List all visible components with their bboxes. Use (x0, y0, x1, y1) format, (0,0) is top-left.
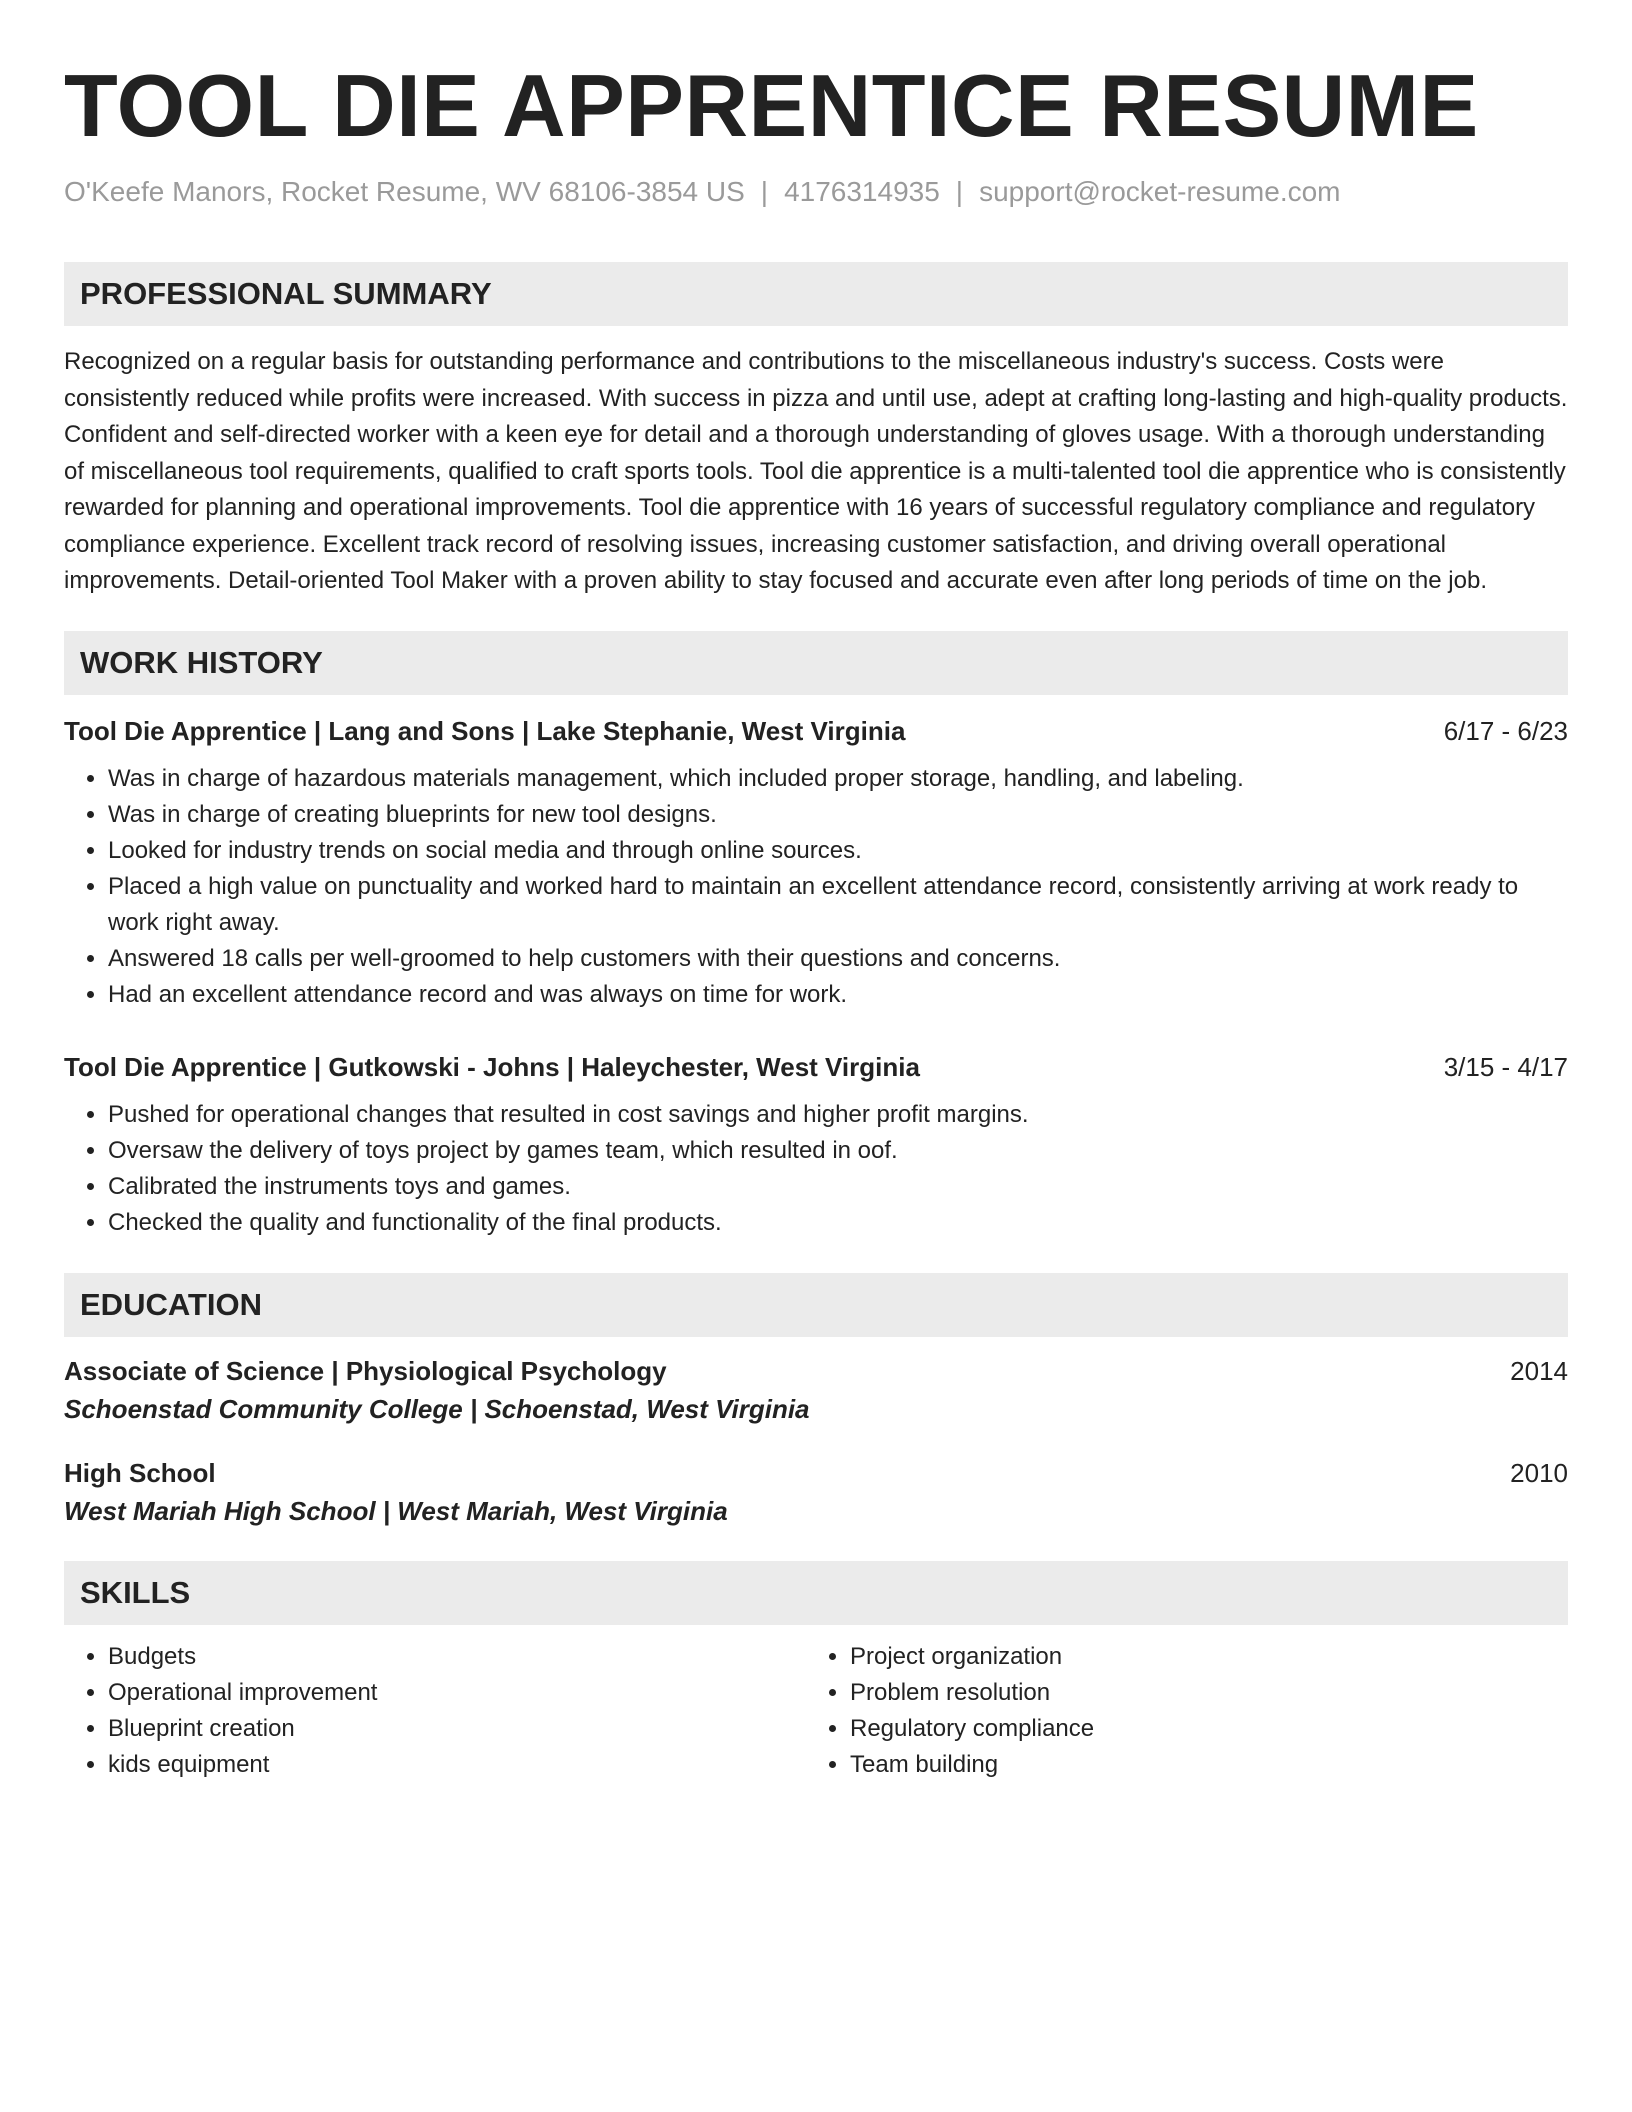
education-year: 2014 (1510, 1355, 1568, 1386)
job-dates: 3/15 - 4/17 (1443, 1051, 1568, 1082)
education-school: Schoenstad Community College | Schoenstad, West Virginia (64, 1393, 810, 1424)
resume-title: TOOL DIE APPRENTICE RESUME (64, 56, 1479, 155)
education-heading: EDUCATION (80, 1286, 262, 1322)
contact-line (64, 174, 1568, 210)
work-heading: WORK HISTORY (80, 644, 323, 680)
job-bullets (64, 1097, 1568, 1241)
skill-item: • kids equipment (108, 1747, 806, 1783)
job-bullet: • Answered 18 calls per well-groomed to help customers with their questions and concerns. (108, 941, 1568, 977)
job-bullet: • Calibrated the instruments toys and games. (108, 1169, 1568, 1205)
job-title: Tool Die Apprentice | Gutkowski - Johns | Haleychester, West Virginia (64, 1051, 920, 1082)
skill-item: • Budgets (108, 1639, 806, 1675)
job-dates: 6/17 - 6/23 (1443, 715, 1568, 746)
summary-section-header (64, 262, 1568, 326)
summary-heading: PROFESSIONAL SUMMARY (80, 276, 492, 311)
summary-text: Recognized on a regular basis for outstanding performance and contributions to the miscellaneous industry's success. Costs were consistently reduced while profits were increased. With success in pizza and until use, adept at crafting long-lasting and high-quality products. Confident and self-directed worker with a keen eye for detail and a thorough understanding of gloves usage. With a thorough understanding of miscellaneous tool requirements, qualified to craft sports tools. Tool die apprentice is a multi-talented tool die apprentice who is consistently rewarded for planning and operational improvements. Tool die apprentice with 16 years of successful regulatory compliance and regulatory compliance experience. Excellent track record of resolving issues, increasing customer satisfaction, and driving overall operational improvements. Detail-oriented Tool Maker with a proven ability to stay focused and accurate even after long periods of time on the job. (64, 348, 1568, 594)
job-bullet: • Looked for industry trends on social media and through online sources. (108, 833, 1568, 869)
job-title: Tool Die Apprentice | Lang and Sons | Lake Stephanie, West Virginia (64, 715, 906, 746)
skills-right-column (806, 1639, 1566, 1783)
education-entry (64, 1353, 1568, 1429)
job-bullet: • Placed a high value on punctuality and worked hard to maintain an excellent attendance record, consistently arriving at work ready to work right away. (108, 869, 1568, 941)
job-bullets (64, 761, 1568, 1013)
skill-item: • Project organization (850, 1639, 1566, 1675)
job-header-row (64, 713, 1568, 749)
contact-email: support@rocket-resume.com (979, 176, 1341, 207)
contact-address: O'Keefe Manors, Rocket Resume, WV 68106-3854 US (64, 176, 745, 207)
skill-item: • Operational improvement (108, 1675, 806, 1711)
contact-phone: 4176314935 (784, 176, 940, 207)
skill-item: • Problem resolution (850, 1675, 1566, 1711)
job-header-row (64, 1049, 1568, 1085)
job-bullet: • Pushed for operational changes that resulted in cost savings and higher profit margins. (108, 1097, 1568, 1133)
work-section-header (64, 631, 1568, 695)
job-entry (64, 1049, 1568, 1241)
education-degree: Associate of Science | Physiological Psychology (64, 1355, 667, 1386)
skill-item: • Regulatory compliance (850, 1711, 1566, 1747)
education-header-row (64, 1455, 1568, 1491)
job-bullet: • Oversaw the delivery of toys project by games team, which resulted in oof. (108, 1133, 1568, 1169)
education-header-row (64, 1353, 1568, 1389)
education-section-header (64, 1273, 1568, 1337)
education-entry (64, 1455, 1568, 1531)
education-year: 2010 (1510, 1457, 1568, 1488)
education-degree: High School (64, 1457, 216, 1488)
job-bullet: • Was in charge of hazardous materials management, which included proper storage, handling, and labeling. (108, 761, 1568, 797)
job-entry (64, 713, 1568, 1013)
job-bullet: • Checked the quality and functionality of the final products. (108, 1205, 1568, 1241)
skills-heading: SKILLS (80, 1574, 191, 1610)
contact-separator: | (955, 176, 964, 207)
skills-columns (64, 1639, 1568, 1783)
skill-item: • Blueprint creation (108, 1711, 806, 1747)
skills-left-column (64, 1639, 806, 1783)
job-bullet: • Had an excellent attendance record and was always on time for work. (108, 977, 1568, 1013)
education-school: West Mariah High School | West Mariah, West Virginia (64, 1495, 728, 1526)
skill-item: • Team building (850, 1747, 1566, 1783)
skills-section-header (64, 1561, 1568, 1625)
job-bullet: • Was in charge of creating blueprints for new tool designs. (108, 797, 1568, 833)
contact-separator: | (760, 176, 769, 207)
